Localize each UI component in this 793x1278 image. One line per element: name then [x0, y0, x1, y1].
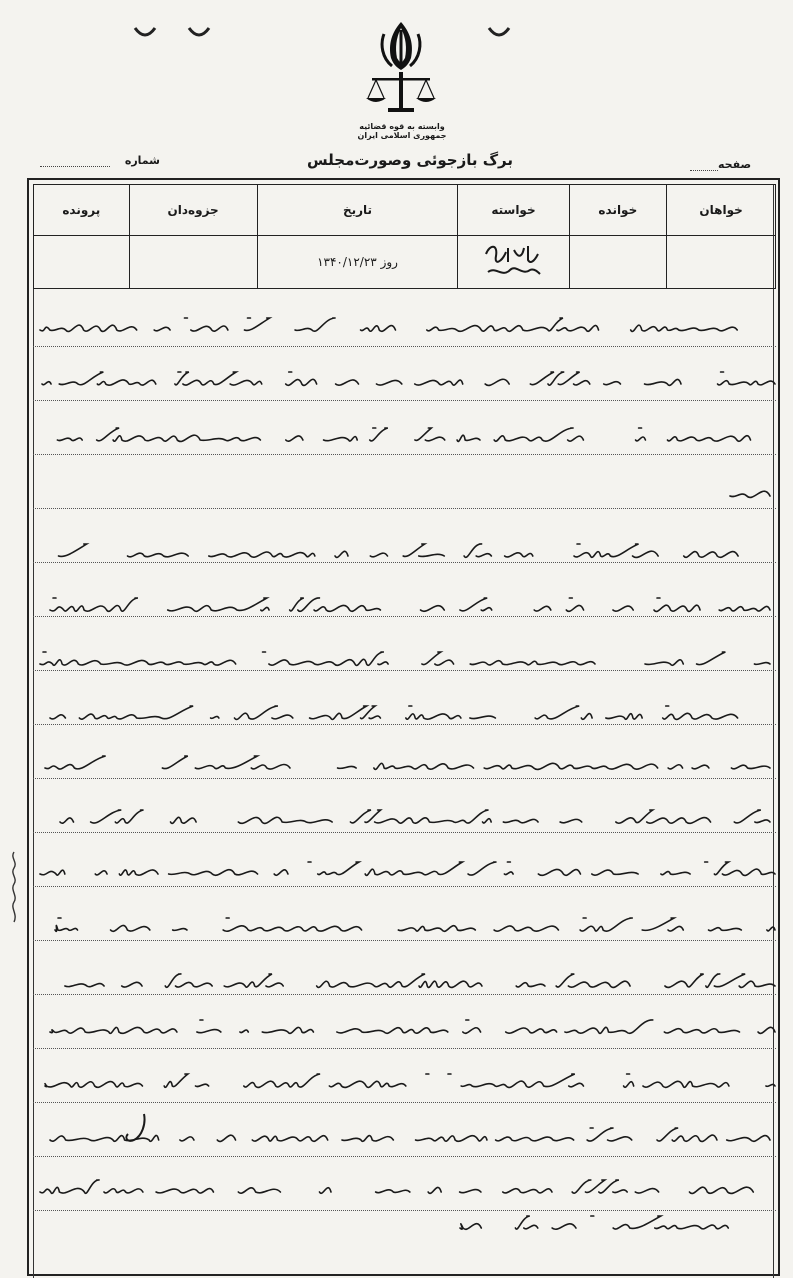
signature-mark-icon — [118, 1110, 158, 1150]
header-date: تاریخ — [257, 185, 458, 236]
form-title: برگ بازجوئی وصورت‌مجلس — [306, 151, 514, 169]
emblem-caption: وابسته به قوه قضائیه جمهوری اسلامی ایران — [357, 122, 447, 140]
ruled-line — [33, 1156, 776, 1157]
claim-value-handwriting — [458, 236, 569, 289]
corner-mark-icon — [186, 22, 212, 44]
case-header-row — [34, 185, 776, 236]
justice-emblem-icon — [358, 18, 444, 118]
form-number-label: شماره — [124, 154, 160, 167]
corner-mark-icon — [486, 22, 512, 44]
ruled-line — [33, 832, 776, 833]
header-folder: جزوه‌دان — [129, 185, 257, 236]
ruled-line — [33, 1048, 776, 1049]
folder-value — [129, 236, 257, 289]
ruled-line — [33, 508, 776, 509]
ruled-line — [33, 562, 776, 563]
header-defendant: خوانده — [569, 185, 667, 236]
form-number-line — [40, 166, 110, 167]
case-header-table — [33, 184, 776, 289]
ruled-line — [33, 616, 776, 617]
ruled-line — [33, 454, 776, 455]
ruled-line — [33, 994, 776, 995]
ruled-line — [33, 778, 776, 779]
plaintiff-value — [667, 236, 776, 289]
header-plaintiff: خواهان — [667, 185, 776, 236]
date-value: روز ۱۳۴۰/۱۲/۲۳ — [257, 236, 458, 289]
page-number-label: صفحه — [718, 158, 752, 171]
ruled-line — [33, 940, 776, 941]
ruled-line — [33, 346, 776, 347]
ruled-line — [33, 670, 776, 671]
side-margin-note — [4, 848, 24, 926]
header-case-file: پرونده — [34, 185, 130, 236]
ruled-line — [33, 1210, 776, 1211]
handwritten-mark-icon — [478, 240, 548, 284]
header-claim: خواسته — [458, 185, 569, 236]
defendant-value — [569, 236, 667, 289]
ruled-line — [33, 886, 776, 887]
case-file-value — [34, 236, 130, 289]
ruled-line — [33, 1102, 776, 1103]
case-values-row — [34, 236, 776, 289]
corner-mark-icon — [132, 22, 158, 44]
page-number-line — [690, 170, 718, 171]
ruled-line — [33, 724, 776, 725]
ruled-line — [33, 400, 776, 401]
